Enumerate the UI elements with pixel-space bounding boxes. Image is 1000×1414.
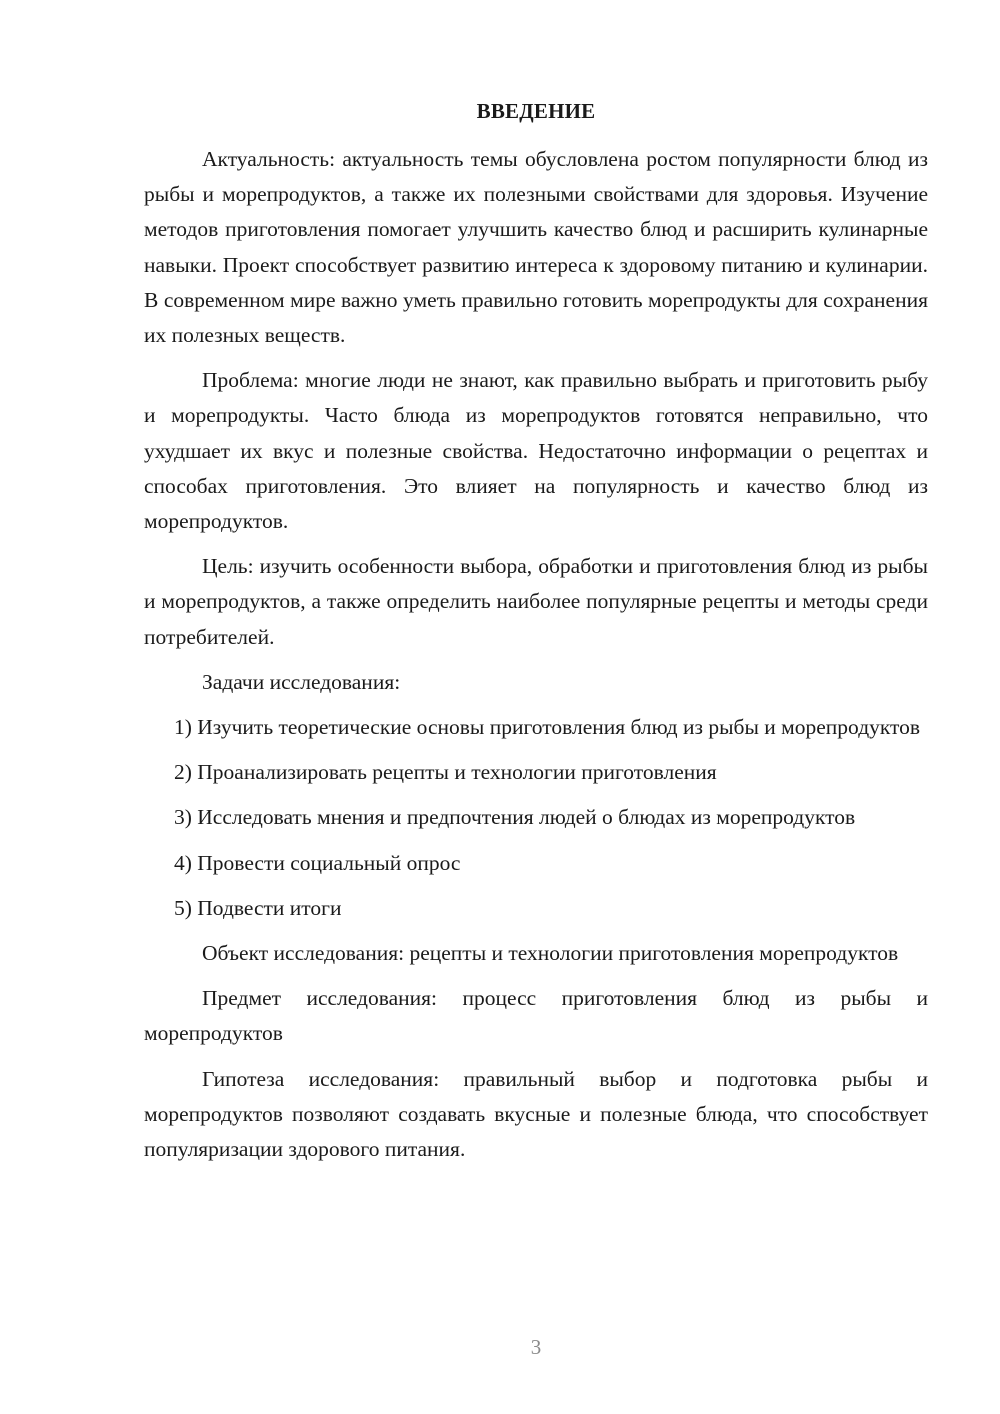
- paragraph-goal: Цель: изучить особенности выбора, обработки и приготовления блюд из рыбы и морепродуктов, а также определить наиболее популярные рецепты и методы среди потребителей.: [144, 554, 928, 649]
- task-item: 2) Проанализировать рецепты и технологии приготовления: [174, 760, 717, 785]
- paragraph-subject: Предмет исследования: процесс приготовления блюд из рыбы и морепродуктов: [144, 986, 928, 1046]
- task-item: 4) Провести социальный опрос: [174, 850, 461, 875]
- paragraph-hypothesis: Гипотеза исследования: правильный выбор и подготовка рыбы и морепродуктов позволяют создавать вкусные и полезные блюда, что способствует популяризации здорового питания.: [144, 1066, 928, 1162]
- paragraph-relevance: Актуальность: актуальность темы обусловлена ростом популярности блюд из рыбы и морепродуктов, а также их полезными свойствами для здоровья. Изучение методов приготовления помогает улучшить качество блюд и расширить кулинарные навыки. Проект способствует развитию интереса к здоровому питанию и кулинарии. В современном мире важно уметь правильно готовить морепродукты для сохранения их полезных веществ.: [144, 147, 928, 348]
- paragraph-object: Объект исследования: рецепты и технологии приготовления морепродуктов: [202, 941, 899, 966]
- body-text: [144, 142, 928, 1177]
- task-item: 1) Изучить теоретические основы приготовления блюд из рыбы и морепродуктов: [174, 715, 921, 740]
- paragraph-tasks-heading: Задачи исследования:: [202, 669, 401, 694]
- page-number: 3: [530, 1335, 542, 1359]
- task-item: 3) Исследовать мнения и предпочтения людей о блюдах из морепродуктов: [174, 805, 856, 830]
- paragraph-problem: Проблема: многие люди не знают, как правильно выбрать и приготовить рыбу и морепродукты. Часто блюда из морепродуктов готовятся неправильно, что ухудшает их вкус и полезные свойства. Недостаточно информации о рецептах и способах приготовления. Это влияет на популярность и качество блюд из морепродуктов.: [144, 368, 928, 534]
- task-item: 5) Подвести итоги: [174, 895, 342, 920]
- section-heading: ВВЕДЕНИЕ: [476, 99, 596, 123]
